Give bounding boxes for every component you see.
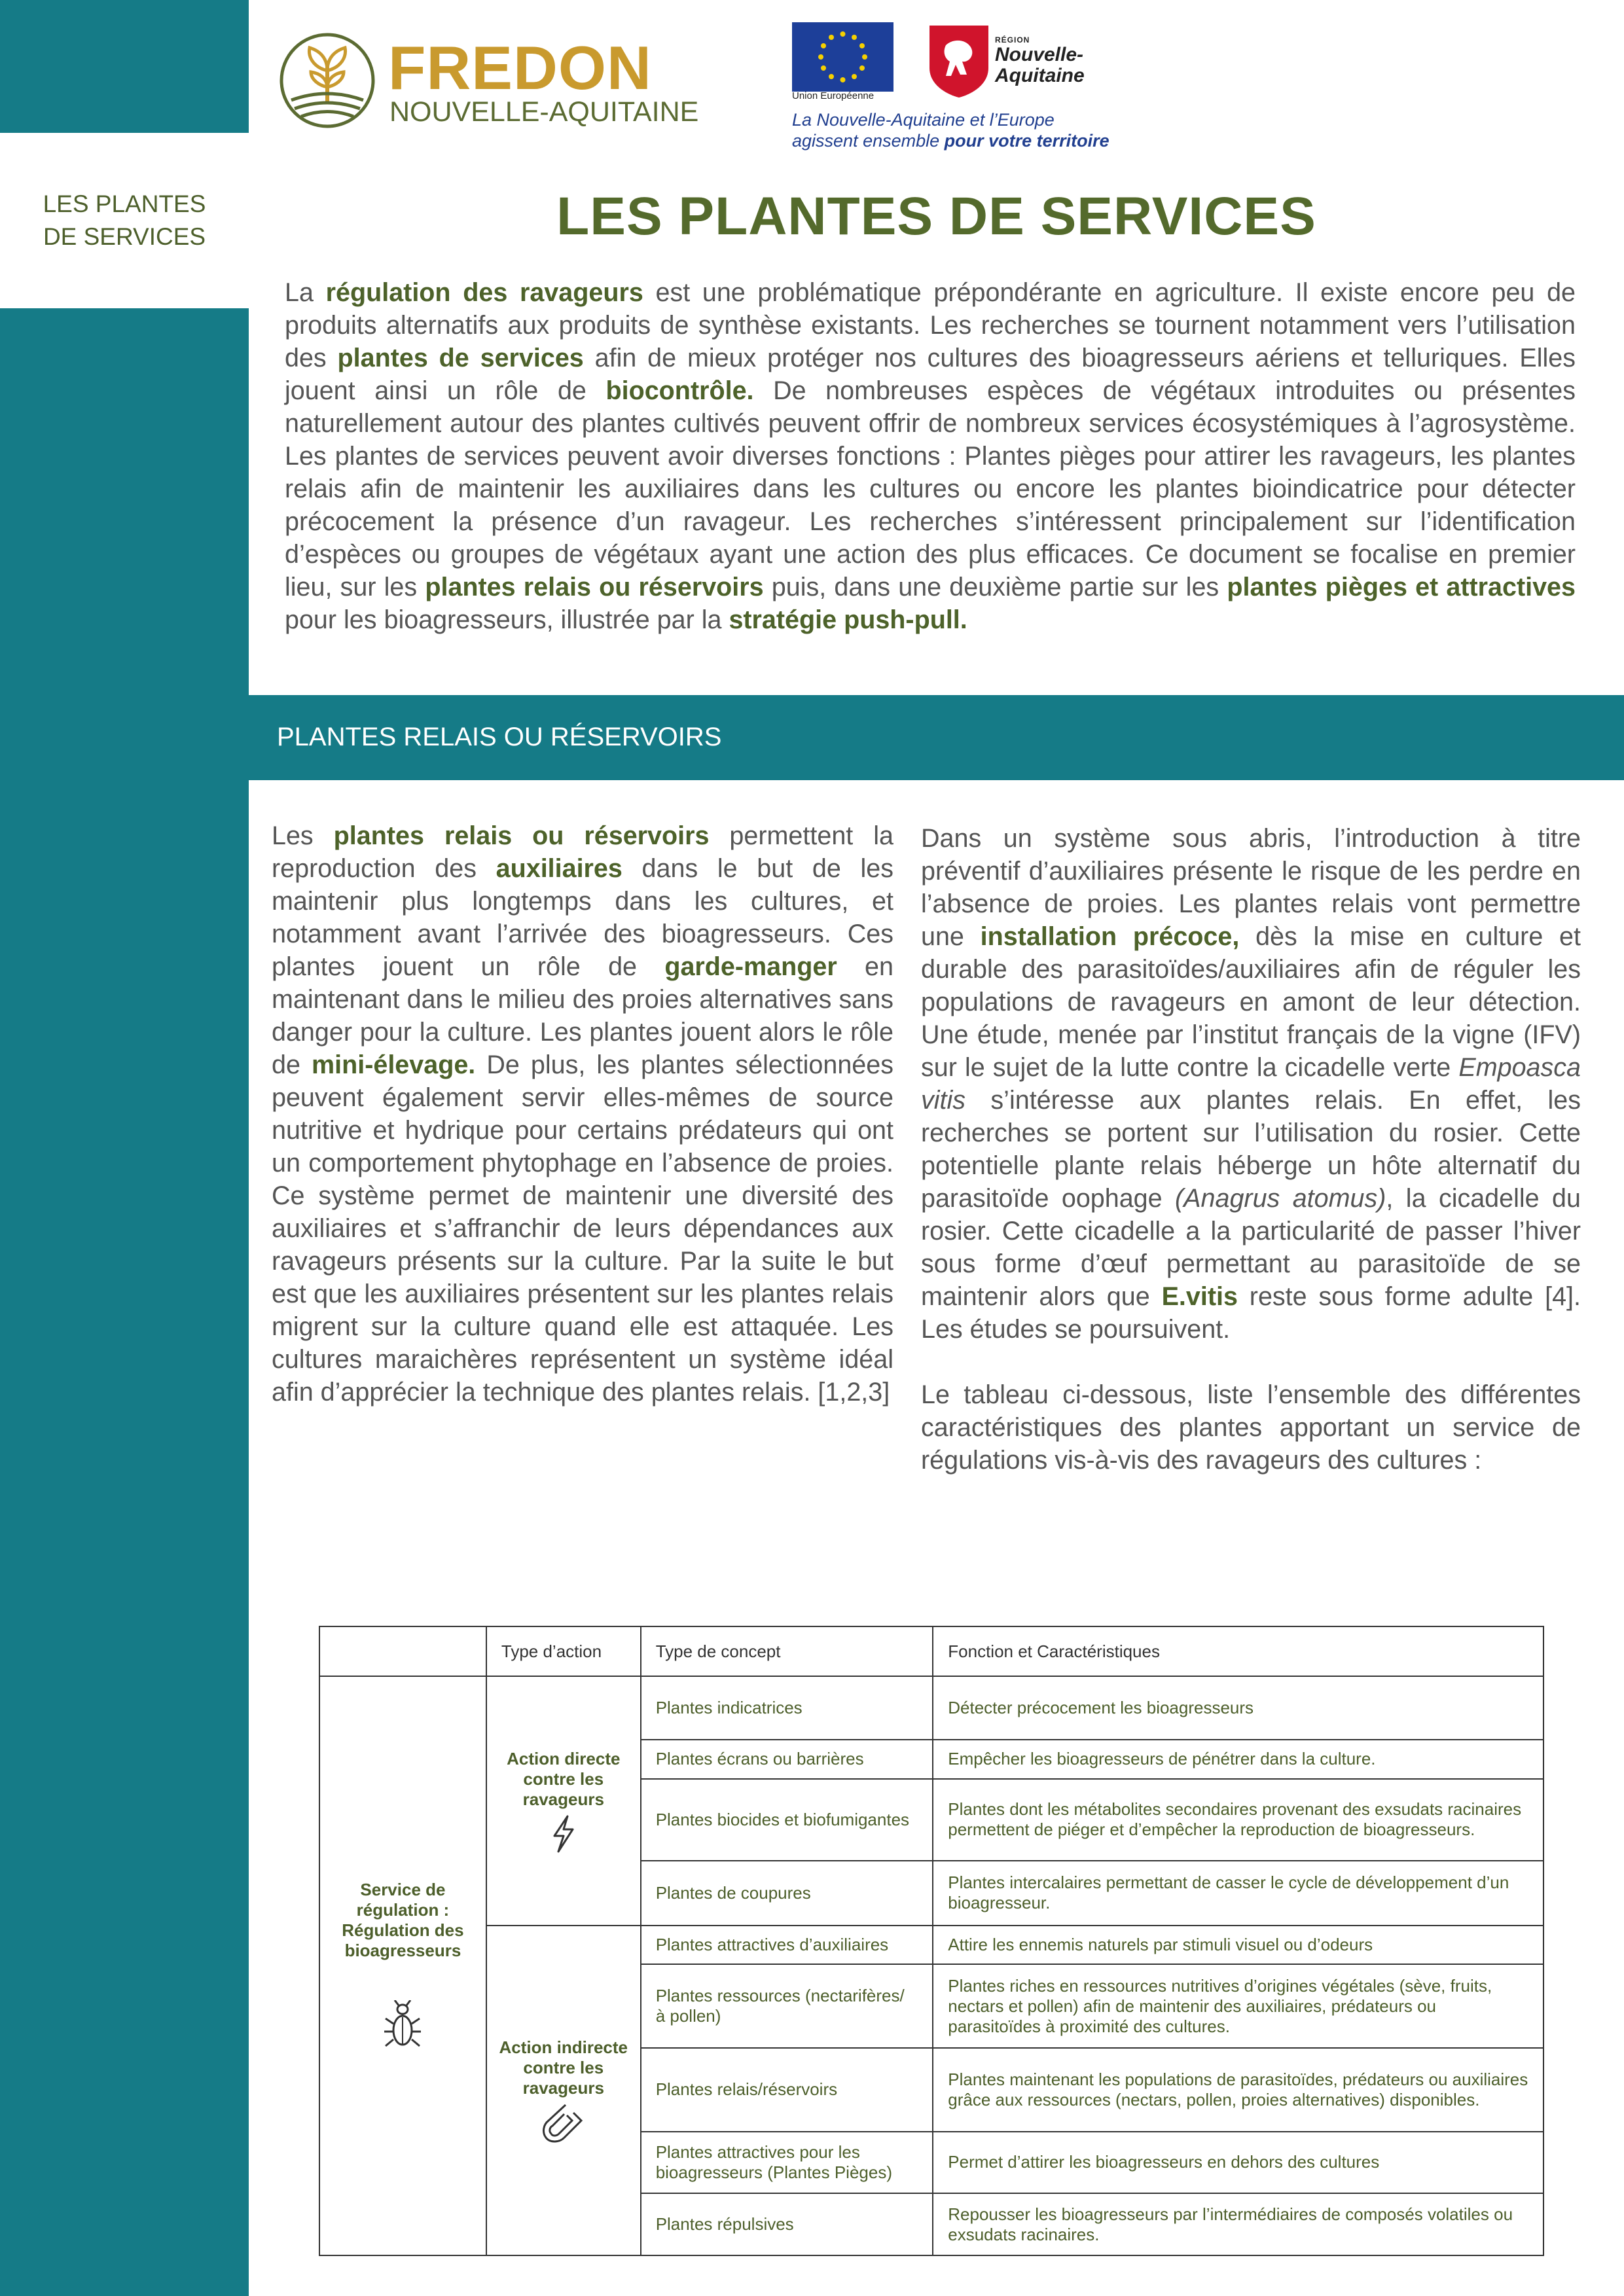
- concept-cell: Plantes répulsives: [641, 2193, 933, 2255]
- text-segment: mini-élevage.: [312, 1050, 476, 1079]
- logo-subtitle: NOUVELLE-AQUITAINE: [389, 96, 699, 128]
- concept-cell: Plantes relais/réservoirs: [641, 2048, 933, 2132]
- table-header-empty: [319, 1626, 486, 1676]
- text-segment: stratégie push-pull.: [729, 605, 967, 634]
- text-segment: auxiliaires: [496, 854, 623, 883]
- sidebar-section-tab: [0, 133, 249, 308]
- function-cell: Plantes intercalaires permettant de casser le cycle de développement d’un bioagresseur.: [933, 1861, 1543, 1926]
- table-row: [319, 1676, 1543, 1740]
- region-lion-icon: [926, 22, 992, 99]
- partner-logos: [792, 22, 1119, 153]
- table-header-row: [319, 1626, 1543, 1676]
- plant-sprout-icon: [278, 31, 376, 130]
- fredon-logo: [278, 31, 723, 136]
- text-segment: garde-manger: [664, 952, 837, 981]
- region-name: [995, 45, 1085, 86]
- magnet-icon: [541, 2104, 586, 2143]
- region-label-small: RÉGION: [995, 35, 1030, 45]
- concept-cell: Plantes attractives d’auxiliaires: [641, 1926, 933, 1965]
- text-segment: afin de mieux protéger nos cultures des bioagresseurs aériens et telluriques. Elles jouent ainsi un rôle de: [285, 344, 1576, 405]
- table-header-concept: Type de concept: [641, 1626, 933, 1676]
- function-cell: Plantes dont les métabolites secondaires provenant des exsudats racinaires permettent de piéger et d’empêcher la reproduction de bioagresseurs.: [933, 1779, 1543, 1861]
- eu-flag-icon: [792, 22, 893, 92]
- partner-tagline-1: La Nouvelle-Aquitaine et l’Europe: [792, 110, 1055, 130]
- text-segment: plantes relais ou réservoirs: [425, 573, 764, 601]
- sidebar: [0, 0, 249, 2296]
- text-segment: , la cicadelle du rosier. Cette cicadelle a la particularité de passer l’hiver sous forme d’œuf permettant au parasitoïde de se maintenir alors que: [921, 1184, 1581, 1311]
- concept-cell: Plantes ressources (nectarifères/ à pollen): [641, 1964, 933, 2048]
- lightning-icon: [550, 1815, 577, 1853]
- function-cell: Repousser les bioagresseurs par l’intermédiaires de composés volatiles ou exsudats racinaires.: [933, 2193, 1543, 2255]
- table-row: [319, 1926, 1543, 1965]
- partner-tagline-2a: agissent ensemble: [792, 131, 945, 151]
- concept-cell: Plantes indicatrices: [641, 1676, 933, 1740]
- text-segment: De nombreuses espèces de végétaux introduites ou présentes naturellement autour des plantes cultivés peuvent offrir de nombreux services écosystémiques à l’agrosystème. Les plantes de services peuvent avoir diverses fonctions : Plantes pièges pour attirer les ravageurs, les plantes relais afin de maintenir les auxiliaires dans les cultures ou encore les plantes bioindicatrice pour détecter précocement la présence d’un ravageur. Les recherches s’intéressent principalement sur l’identification d’espèces ou groupes de végétaux ayant une action des plus efficaces. Ce document se focalise en premier lieu, sur les: [285, 376, 1576, 601]
- eu-label: Union Européenne: [792, 90, 875, 101]
- table-header-function: Fonction et Caractéristiques: [933, 1626, 1543, 1676]
- action-directe-label: Action directe contre les ravageurs: [507, 1748, 621, 1809]
- text-segment: régulation des ravageurs: [325, 278, 643, 307]
- function-cell: Détecter précocement les bioagresseurs: [933, 1676, 1543, 1740]
- text-segment: puis, dans une deuxième partie sur les: [763, 573, 1227, 601]
- concept-cell: Plantes de coupures: [641, 1861, 933, 1926]
- region-name-line1: Nouvelle-: [995, 44, 1084, 65]
- text-segment: reste sous forme adulte [4]. Les études se poursuivent.: [921, 1282, 1581, 1344]
- text-segment: dès la mise en culture et durable des parasitoïdes/auxiliaires afin de réguler les populations de ravageurs en amont de leur détection. Une étude, menée par l’institut français de la vigne (IFV) sur le sujet de la lutte contre la cicadelle verte: [921, 922, 1581, 1082]
- right-column-paragraph-2: Le tableau ci-dessous, liste l’ensemble des différentes caractéristiques des plantes apportant un service de régulations vis-à-vis des ravageurs des cultures :: [921, 1380, 1581, 1475]
- text-segment: E.vitis: [1161, 1282, 1238, 1311]
- text-segment: (Anagrus atomus): [1175, 1184, 1386, 1213]
- action-indirecte-label: Action indirecte contre les ravageurs: [499, 2037, 628, 2098]
- sidebar-tab-label: LES PLANTES DE SERVICES: [43, 190, 206, 250]
- action-directe-cell: [486, 1676, 641, 1926]
- text-segment: Les: [272, 821, 334, 850]
- concept-cell: Plantes attractives pour les bioagresseurs (Plantes Pièges): [641, 2132, 933, 2194]
- concept-cell: Plantes biocides et biofumigantes: [641, 1779, 933, 1861]
- function-cell: Permet d’attirer les bioagresseurs en dehors des cultures: [933, 2132, 1543, 2194]
- page-title: LES PLANTES DE SERVICES: [556, 187, 1316, 246]
- insect-icon: [383, 2000, 422, 2053]
- function-cell: Plantes maintenant les populations de parasitoïdes, prédateurs ou auxiliaires grâce aux ressources (nectars, pollen, proies alternatives) disponibles.: [933, 2048, 1543, 2132]
- text-segment: dans le but de les maintenir plus longtemps dans les cultures, et notamment avant l’arrivée des bioagresseurs. Ces plantes jouent un rôle de: [272, 854, 893, 981]
- partner-tagline-2b: pour votre territoire: [944, 131, 1110, 151]
- concept-cell: Plantes écrans ou barrières: [641, 1740, 933, 1779]
- text-segment: plantes relais ou réservoirs: [333, 821, 710, 850]
- service-cell: [319, 1676, 486, 2255]
- text-segment: Empoasca vitis: [921, 1053, 1581, 1115]
- text-segment: La: [285, 278, 326, 307]
- text-segment: en maintenant dans le milieu des proies alternatives sans danger pour la culture. Les plantes jouent alors le rôle de: [272, 952, 893, 1079]
- action-indirecte-cell: [486, 1926, 641, 2255]
- left-column-paragraph: [272, 819, 893, 1408]
- right-column: [921, 822, 1581, 1509]
- text-segment: Dans un système sous abris, l’introduction à titre préventif d’auxiliaires présente le risque de les perdre en l’absence de proies. Les plantes relais vont permettre une: [921, 824, 1581, 951]
- partner-tagline-2: [792, 131, 1110, 151]
- text-segment: De plus, les plantes sélectionnées peuvent également servir elles-mêmes de source nutritive et hydrique pour certains prédateurs qui ont un comportement phytophage en l’absence de proies. Ce système permet de maintenir une diversité des auxiliaires et s’affranchir de leurs dépendances aux ravageurs présents sur la culture. Par la suite le but est que les auxiliaires présentent sur les plantes relais migrent sur la culture quand elle est attaquée. Les cultures maraichères représentent un système idéal afin d’apprécier la technique des plantes relais. [1,2,3]: [272, 1050, 893, 1407]
- text-segment: biocontrôle.: [605, 376, 754, 405]
- text-segment: pour les bioagresseurs, illustrée par la: [285, 605, 729, 634]
- logo-name: FREDON: [388, 33, 652, 102]
- text-segment: s’intéresse aux plantes relais. En effet, les recherches se portent sur l’utilisation du rosier. Cette potentielle plante relais héberge un hôte alternatif du parasitoïde oophage: [921, 1086, 1581, 1213]
- table-header-action: Type d’action: [486, 1626, 641, 1676]
- text-segment: plantes de services: [337, 344, 584, 372]
- function-cell: Empêcher les bioagresseurs de pénétrer dans la culture.: [933, 1740, 1543, 1779]
- service-label: Service de régulation : Régulation des bioagresseurs: [342, 1879, 464, 1960]
- text-segment: plantes pièges et attractives: [1227, 573, 1576, 601]
- intro-paragraph: [285, 276, 1576, 636]
- text-segment: permettent la reproduction des: [272, 821, 893, 883]
- function-cell: Attire les ennemis naturels par stimuli visuel ou d’odeurs: [933, 1926, 1543, 1965]
- section-header: PLANTES RELAIS OU RÉSERVOIRS: [277, 723, 722, 751]
- text-segment: installation précoce,: [980, 922, 1240, 951]
- section-header-band: [249, 695, 1624, 780]
- right-column-paragraph-1: [921, 822, 1581, 1346]
- function-cell: Plantes riches en ressources nutritives d’origines végétales (sève, fruits, nectars et pollen) afin de maintenir des auxiliaires, prédateurs ou parasitoïdes à proximité des cultures.: [933, 1964, 1543, 2048]
- text-segment: est une problématique prépondérante en agriculture. Il existe encore peu de produits alternatifs aux produits de synthèse existants. Les recherches se tournent notamment vers l’utilisation des: [285, 278, 1576, 372]
- left-column: [272, 819, 893, 1441]
- plant-services-table: [319, 1626, 1544, 2256]
- region-name-line2: Aquitaine: [995, 65, 1085, 86]
